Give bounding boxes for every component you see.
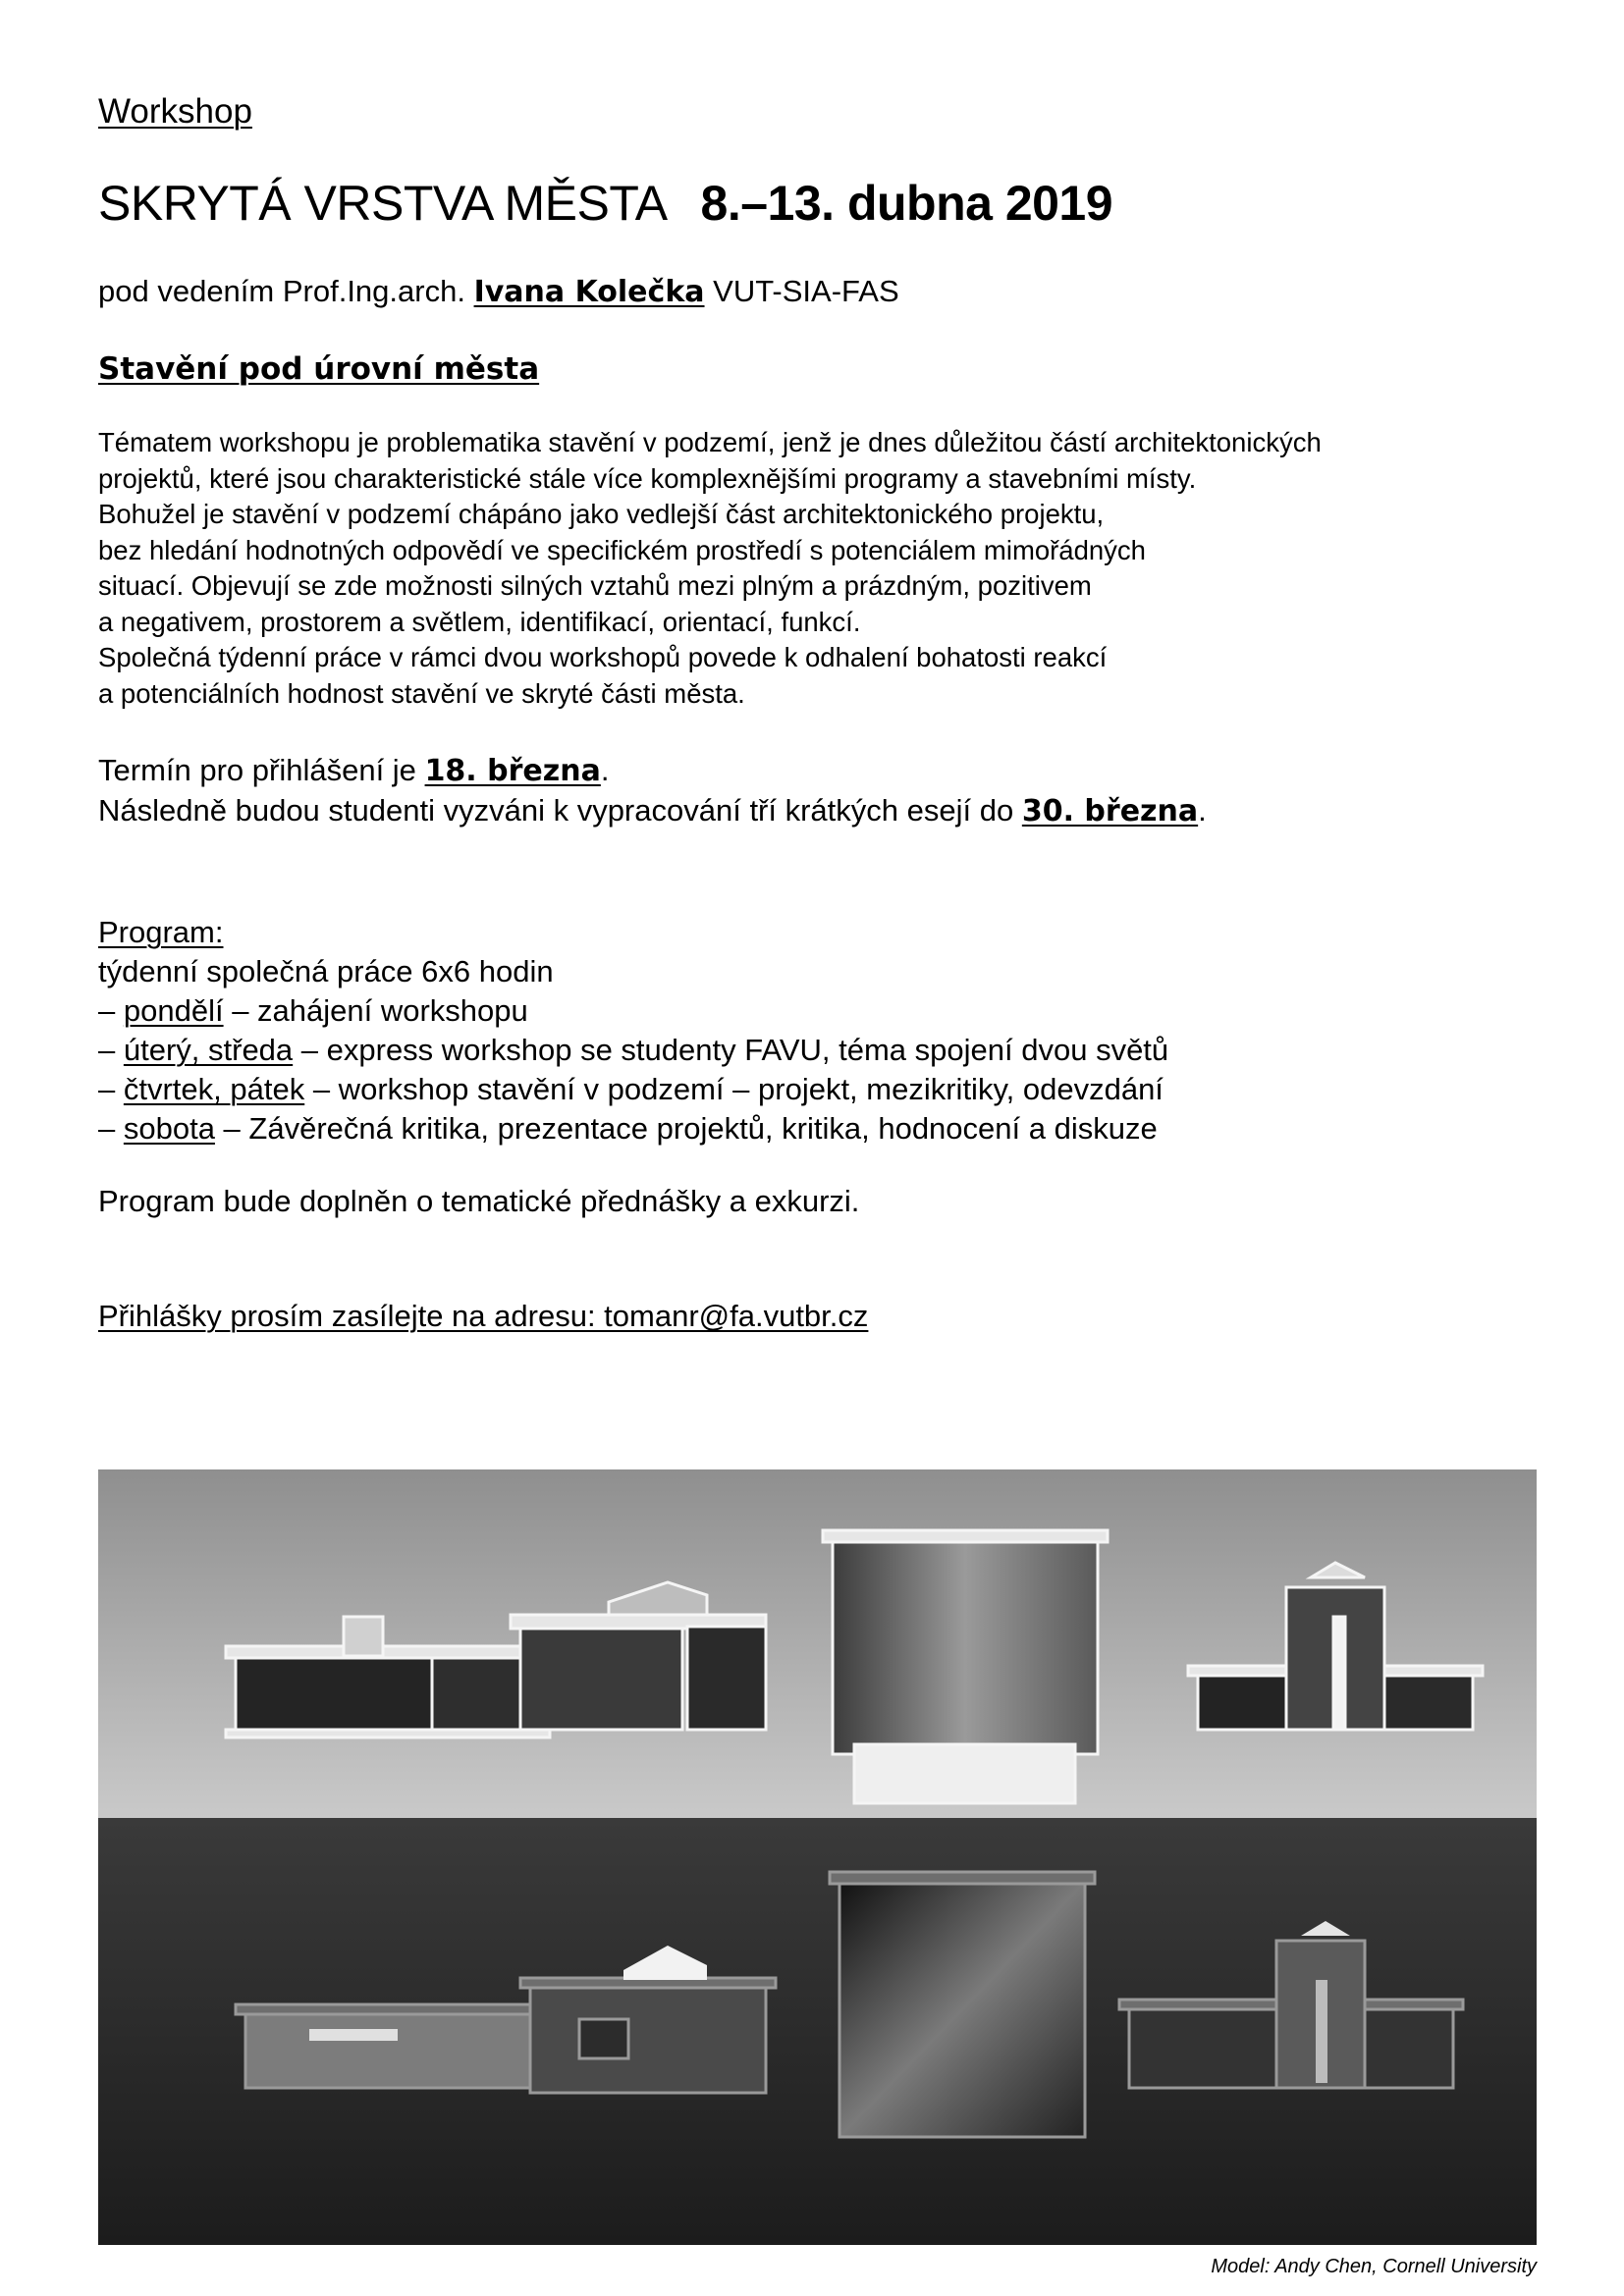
item-dash: – bbox=[98, 1111, 124, 1146]
program-item-text: – workshop stavění v podzemí – projekt, mezikritiky, odevzdání bbox=[304, 1072, 1164, 1106]
description-line: Tématem workshopu je problematika stavění v podzemí, jenž je dnes důležitou částí architektonických bbox=[98, 427, 1322, 457]
program-item-text: – express workshop se studenty FAVU, téma spojení dvou světů bbox=[293, 1033, 1169, 1067]
title-dates: 8.–13. dubna 2019 bbox=[700, 176, 1113, 231]
registration-deadline bbox=[98, 751, 1207, 791]
description-line: situací. Objevují se zde možnosti silných vztahů mezi plným a prázdným, pozitivem bbox=[98, 570, 1092, 601]
title-text: SKRYTÁ VRSTVA MĚSTA bbox=[98, 176, 668, 231]
description-line: Bohužel je stavění v podzemí chápáno jako vedlejší část architektonického projektu, bbox=[98, 499, 1105, 529]
program-item bbox=[98, 1109, 1168, 1148]
photo-caption: Model: Andy Chen, Cornell University bbox=[1211, 2256, 1537, 2277]
page-title bbox=[98, 175, 1112, 232]
contact-line: Přihlášky prosím zasílejte na adresu: tomanr@fa.vutbr.cz bbox=[98, 1299, 869, 1333]
item-dash: – bbox=[98, 1033, 124, 1067]
essay-date: 30. března bbox=[1021, 794, 1199, 828]
leader-name: Ivana Kolečka bbox=[473, 275, 705, 309]
program-note: Program bude doplněn o tematické přednášky a exkurzi. bbox=[98, 1184, 860, 1218]
leader-line bbox=[98, 274, 899, 309]
program-day: čtvrtek, pátek bbox=[123, 1072, 305, 1106]
essay-period: . bbox=[1198, 793, 1207, 828]
program-heading: Program: bbox=[98, 915, 224, 949]
description-line: a negativem, prostorem a světlem, identifikací, orientací, funkcí. bbox=[98, 606, 861, 637]
program-item-text: – zahájení workshopu bbox=[223, 993, 528, 1028]
program-day: pondělí bbox=[123, 993, 224, 1028]
architectural-model-photo bbox=[98, 1469, 1537, 2245]
essay-text: Následně budou studenti vyzváni k vypracování tří krátkých esejí do bbox=[98, 793, 1014, 828]
program-block bbox=[98, 913, 1168, 1148]
essay-deadline bbox=[98, 791, 1207, 831]
program-item-text: – Závěrečná kritika, prezentace projektů, kritika, hodnocení a diskuze bbox=[214, 1111, 1158, 1146]
section-heading: Stavění pod úrovní města bbox=[98, 351, 540, 387]
description-paragraph bbox=[98, 425, 1532, 712]
registration-period: . bbox=[600, 753, 610, 787]
registration-text: Termín pro přihlášení je bbox=[98, 753, 416, 787]
program-item bbox=[98, 1031, 1168, 1070]
program-day: úterý, středa bbox=[123, 1033, 294, 1067]
kicker-label: Workshop bbox=[98, 92, 252, 131]
program-day: sobota bbox=[123, 1111, 215, 1146]
leader-suffix: VUT-SIA-FAS bbox=[713, 274, 899, 308]
description-line: projektů, které jsou charakteristické stále více komplexnějšími programy a stavebními místy. bbox=[98, 462, 1197, 494]
program-item bbox=[98, 991, 1168, 1031]
program-intro: týdenní společná práce 6x6 hodin bbox=[98, 954, 554, 988]
description-line: a potenciálních hodnost stavění ve skryté části města. bbox=[98, 677, 745, 709]
item-dash: – bbox=[98, 1072, 124, 1106]
deadlines-block bbox=[98, 751, 1207, 831]
leader-prefix: pod vedením Prof.Ing.arch. bbox=[98, 274, 465, 308]
item-dash: – bbox=[98, 993, 124, 1028]
program-item bbox=[98, 1070, 1168, 1109]
registration-date: 18. března bbox=[424, 754, 601, 788]
description-line: bez hledání hodnotných odpovědí ve specifickém prostředí s potenciálem mimořádných bbox=[98, 534, 1146, 565]
description-line: Společná týdenní práce v rámci dvou workshopů povede k odhalení bohatosti reakcí bbox=[98, 642, 1108, 672]
